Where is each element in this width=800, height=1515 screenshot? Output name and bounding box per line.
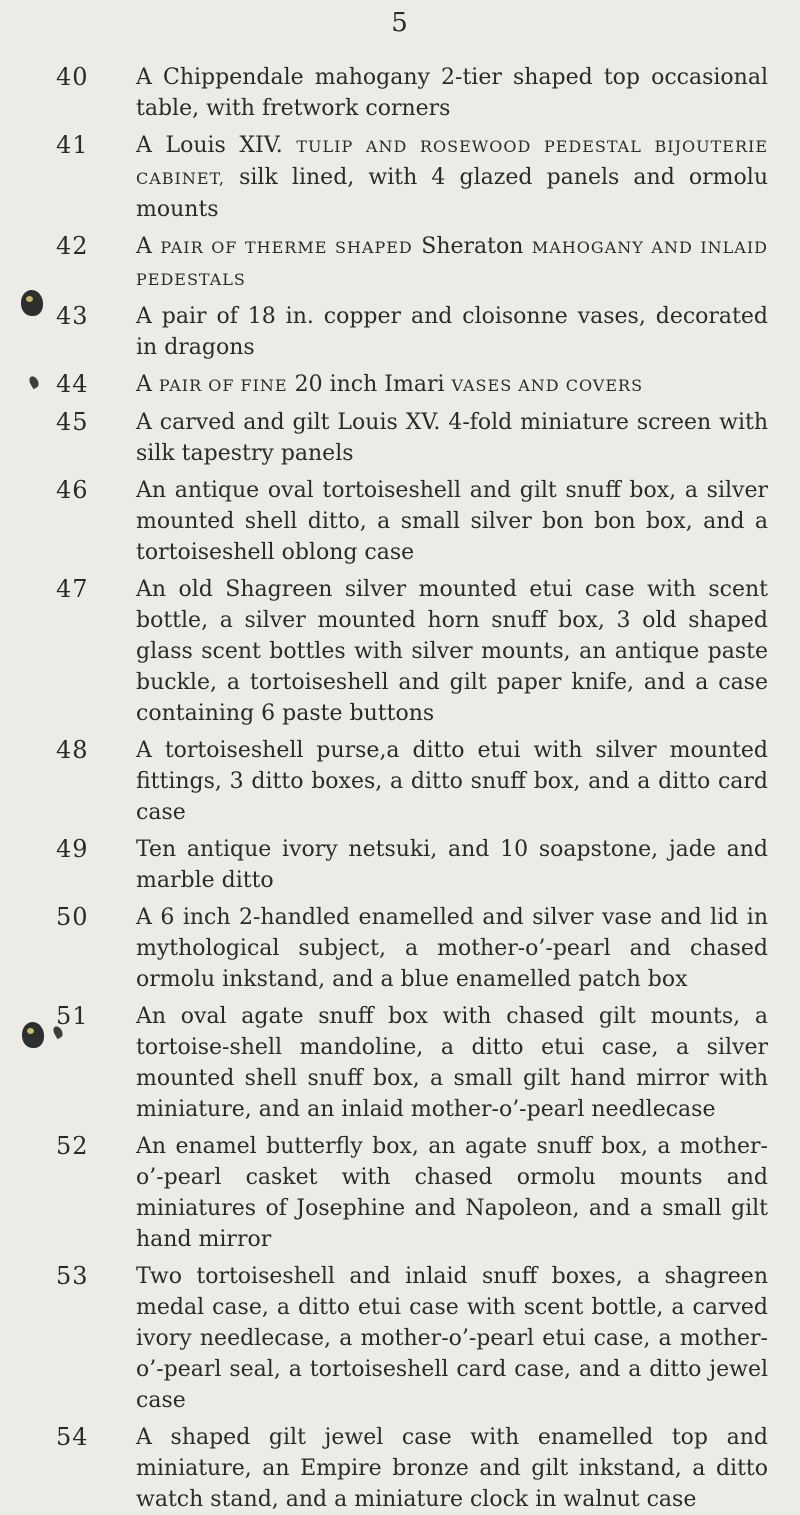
lot-number: 42 — [56, 232, 89, 260]
lot-47 — [56, 574, 768, 729]
lot-53 — [56, 1261, 768, 1416]
lot-name: Imari — [384, 372, 445, 397]
lot-description — [136, 130, 768, 225]
lot-caps: TULIP AND ROSEWOOD PEDESTAL BIJOUTERIE CABINET, — [136, 137, 768, 188]
lot-name: Sheraton — [421, 234, 524, 259]
lot-49 — [56, 834, 768, 896]
lot-number: 50 — [56, 903, 89, 931]
lot-number: 41 — [56, 131, 89, 159]
lot-44 — [56, 369, 768, 401]
lot-51 — [56, 1001, 768, 1125]
lot-description: A Chippendale mahogany 2-tier shaped top occasional table, with fretwork corners — [136, 65, 768, 121]
lot-caps-rest: MAHOGANY AND INLAID PEDESTALS — [136, 238, 769, 289]
flower-decoration — [22, 1022, 44, 1048]
lot-list — [56, 62, 768, 1515]
lot-number: 45 — [56, 408, 89, 436]
lot-46 — [56, 475, 768, 568]
lot-description — [136, 231, 768, 295]
lot-caps-rest: VASES AND COVERS — [451, 376, 644, 395]
lot-number: 53 — [56, 1262, 89, 1290]
lot-description: An oval agate snuff box with chased gilt mounts, a tortoise-shell mandoline, a ditto etui case, a silver mounted shell snuff box, a small gilt hand mirror with miniature, and an inlaid mother-o’-pearl needlecase — [136, 1004, 768, 1122]
lot-52 — [56, 1131, 768, 1255]
lot-description: An enamel butterfly box, an agate snuff box, a mother-o’-pearl casket with chased ormolu mounts and miniatures of Josephine and Napoleon, and a small gilt hand mirror — [136, 1134, 768, 1252]
flower-decoration — [21, 290, 43, 316]
lot-number: 52 — [56, 1132, 89, 1160]
lot-number: 48 — [56, 736, 89, 764]
lot-lead: A — [136, 234, 152, 259]
lot-description: Two tortoiseshell and inlaid snuff boxes, a shagreen medal case, a ditto etui case with scent bottle, a carved ivory needlecase, a mother-o’-pearl etui case, a mother-o’-pearl seal, a tortoiseshell card case, and a ditto jewel case — [136, 1264, 768, 1413]
lot-lead: A — [136, 372, 152, 397]
lot-description — [136, 369, 768, 401]
lot-description: An antique oval tortoiseshell and gilt snuff box, a silver mounted shell ditto, a small silver bon bon box, and a tortoiseshell oblong case — [136, 478, 768, 565]
lot-41 — [56, 130, 768, 225]
leaf-decoration — [28, 375, 41, 389]
lot-description: A pair of 18 in. copper and cloisonne vases, decorated in dragons — [136, 304, 768, 360]
lot-caps: PAIR OF FINE — [158, 376, 288, 395]
lot-description-rest: silk lined, with 4 glazed panels and ormolu mounts — [136, 165, 768, 222]
lot-description: Ten antique ivory netsuki, and 10 soapstone, jade and marble ditto — [136, 837, 768, 893]
lot-45 — [56, 407, 768, 469]
lot-number: 47 — [56, 575, 89, 603]
lot-description: A 6 inch 2-handled enamelled and silver vase and lid in mythological subject, a mother-o’-pearl and chased ormolu inkstand, and a blue enamelled patch box — [136, 905, 768, 992]
lot-description: A carved and gilt Louis XV. 4-fold miniature screen with silk tapestry panels — [136, 410, 768, 466]
lot-42 — [56, 231, 768, 295]
lot-caps: PAIR OF THERME SHAPED — [160, 238, 413, 257]
lot-description: A tortoiseshell purse,a ditto etui with silver mounted fittings, 3 ditto boxes, a ditto snuff box, and a ditto card case — [136, 738, 768, 825]
lot-number: 51 — [56, 1002, 89, 1030]
lot-40 — [56, 62, 768, 124]
lot-number: 54 — [56, 1423, 89, 1451]
lot-description: An old Shagreen silver mounted etui case with scent bottle, a silver mounted horn snuff box, 3 old shaped glass scent bottles with silver mounts, an antique paste buckle, a tortoiseshell and gilt paper knife, and a case containing 6 paste buttons — [136, 577, 768, 726]
lot-size: 20 inch — [294, 372, 378, 397]
lot-number: 43 — [56, 302, 89, 330]
lot-number: 46 — [56, 476, 89, 504]
lot-43 — [56, 301, 768, 363]
lot-name: Louis XIV. — [165, 133, 283, 158]
lot-48 — [56, 735, 768, 828]
lot-50 — [56, 902, 768, 995]
page-number: 5 — [391, 8, 409, 38]
lot-lead: A — [136, 133, 152, 158]
lot-number: 40 — [56, 63, 89, 91]
lot-54 — [56, 1422, 768, 1515]
lot-number: 49 — [56, 835, 89, 863]
lot-description: A shaped gilt jewel case with enamelled top and miniature, an Empire bronze and gilt inkstand, a ditto watch stand, and a miniature clock in walnut case — [136, 1425, 768, 1512]
lot-number: 44 — [56, 370, 89, 398]
